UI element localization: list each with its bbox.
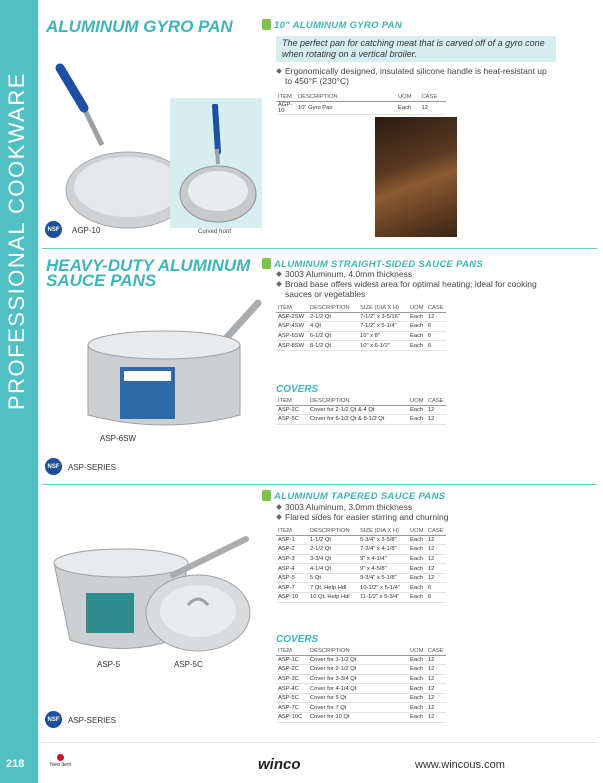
- cell: Each: [408, 665, 426, 675]
- cell: 12: [426, 573, 446, 583]
- bag-icon: [262, 490, 271, 501]
- tapered-pan-image: [48, 535, 258, 660]
- col-header: ITEM: [276, 397, 308, 405]
- cell: 5-3/4" x 3-5/8": [358, 535, 408, 545]
- nsf-badge: NSF: [45, 458, 62, 475]
- cell: ASP-6SW: [276, 331, 308, 341]
- col-header: UOM: [396, 93, 419, 101]
- cell: 12: [426, 554, 446, 564]
- table-row: [276, 341, 446, 351]
- list-item: 3003 Aluminum, 4.0mm thickness: [276, 269, 556, 279]
- new-item-legend: [50, 754, 71, 768]
- cell: Each: [408, 693, 426, 703]
- cell: 10" Gyro Pan: [296, 101, 396, 114]
- cell: AGP-10: [276, 101, 296, 114]
- table-row: [276, 554, 446, 564]
- cell: ASP-8SW: [276, 341, 308, 351]
- nsf-badge: NSF: [45, 711, 62, 728]
- cell: Each: [408, 405, 426, 415]
- cell: 7-3/4" x 4-1/8": [358, 545, 408, 555]
- col-header: UOM: [408, 527, 426, 535]
- cell: 7 Qt, Help Hdl: [308, 583, 358, 593]
- page-number: 218: [6, 758, 25, 770]
- col-header: ITEM: [276, 304, 308, 312]
- sidebar-label: PROFESSIONAL COOKWARE: [4, 72, 29, 410]
- col-header: CASE: [426, 647, 446, 655]
- table-row: [276, 101, 446, 114]
- tapered-pan-label: ASP-5: [97, 660, 121, 669]
- cell: 6: [426, 593, 446, 603]
- cell: Each: [396, 101, 419, 114]
- table-row: [276, 573, 446, 583]
- col-header: CASE: [426, 527, 446, 535]
- cell: 12: [426, 415, 446, 425]
- cell: Cover for 10 Qt: [308, 713, 408, 723]
- cell: ASP-4SW: [276, 322, 308, 332]
- gyro-bullets: [276, 66, 556, 86]
- cell: ASP-2C: [276, 405, 308, 415]
- new-item-dot-icon: [57, 754, 64, 761]
- cell: 3-3/4 Qt: [308, 554, 358, 564]
- cell: Each: [408, 674, 426, 684]
- col-header: UOM: [408, 647, 426, 655]
- col-header: ITEM: [276, 527, 308, 535]
- sauce-bullets: [276, 269, 556, 299]
- table-row: [276, 312, 446, 322]
- table-row: [276, 583, 446, 593]
- tapered-model: ASP-SERIES: [68, 716, 117, 725]
- table-row: [276, 674, 446, 684]
- footer-url[interactable]: www.wincous.com: [415, 759, 505, 771]
- cell: 4-1/4 Qt: [308, 564, 358, 574]
- cell: 12: [426, 535, 446, 545]
- cell: 12: [426, 564, 446, 574]
- table-row: [276, 322, 446, 332]
- list-item: 3003 Aluminum, 3.0mm thickness: [276, 502, 556, 512]
- cell: 9-3/4" x 5-1/8": [358, 573, 408, 583]
- cell: Cover for 2-1/2 Qt: [308, 665, 408, 675]
- cell: Cover for 5 Qt: [308, 693, 408, 703]
- cell: 6: [426, 331, 446, 341]
- cell: 8-1/2 Qt: [308, 341, 358, 351]
- tapered-table: [276, 527, 446, 603]
- table-row: [276, 665, 446, 675]
- gyro-table: [276, 93, 446, 115]
- cell: 7-1/2" x 3-5/16": [358, 312, 408, 322]
- sauce-model: ASP-SERIES: [68, 463, 117, 472]
- col-header: DESCRIPTION: [308, 397, 408, 405]
- list-item: Flared sides for easier stirring and churning: [276, 512, 556, 522]
- col-header: SIZE (DIA X H): [358, 527, 408, 535]
- cell: ASP-1C: [276, 655, 308, 665]
- cell: 12: [426, 312, 446, 322]
- cell: ASP-2: [276, 545, 308, 555]
- col-header: DESCRIPTION: [308, 527, 358, 535]
- cell: 1-1/2 Qt: [308, 535, 358, 545]
- sauce-table: [276, 304, 446, 351]
- tapered-product-title: [262, 490, 445, 502]
- cell: 11-1/2" x 5-3/4": [358, 593, 408, 603]
- cell: Each: [408, 312, 426, 322]
- cell: Each: [408, 545, 426, 555]
- cell: 5 Qt: [308, 573, 358, 583]
- cell: 12: [426, 703, 446, 713]
- footer-divider: [42, 742, 597, 743]
- gyro-section-title: ALUMINUM GYRO PAN: [46, 17, 233, 36]
- sauce-section-title-line1: HEAVY-DUTY ALUMINUM: [46, 256, 251, 275]
- cell: Each: [408, 535, 426, 545]
- tapered-bullets: [276, 502, 556, 522]
- col-header: ITEM: [276, 647, 308, 655]
- nsf-badge: NSF: [45, 221, 62, 238]
- cell: 2-1/2 Qt: [308, 312, 358, 322]
- col-header: UOM: [408, 304, 426, 312]
- cell: 10" x 6-1/2": [358, 341, 408, 351]
- table-row: [276, 545, 446, 555]
- cell: 12: [426, 405, 446, 415]
- tapered-covers-title: COVERS: [276, 634, 319, 645]
- cell: ASP-2C: [276, 665, 308, 675]
- table-row: [276, 564, 446, 574]
- cell: 12: [419, 101, 446, 114]
- col-header: ITEM: [276, 93, 296, 101]
- col-header: DESCRIPTION: [296, 93, 396, 101]
- sauce-covers-table: [276, 397, 446, 425]
- table-row: [276, 405, 446, 415]
- cell: Cover for 6-1/2 Qt & 8-1/2 Qt: [308, 415, 408, 425]
- sauce-image-label: ASP-6SW: [100, 434, 137, 443]
- cell: 6: [426, 322, 446, 332]
- table-row: [276, 415, 446, 425]
- col-header: CASE: [419, 93, 446, 101]
- table-row: [276, 535, 446, 545]
- cell: Each: [408, 684, 426, 694]
- table-row: [276, 713, 446, 723]
- cell: 12: [426, 655, 446, 665]
- cell: ASP-7: [276, 583, 308, 593]
- table-row: [276, 693, 446, 703]
- cell: 12: [426, 674, 446, 684]
- cell: Cover for 1-1/2 Qt: [308, 655, 408, 665]
- table-row: [276, 703, 446, 713]
- gyro-photo: [375, 117, 457, 237]
- new-item-label: New Item: [50, 762, 72, 768]
- cell: ASP-3C: [276, 674, 308, 684]
- cell: Each: [408, 331, 426, 341]
- cell: 12: [426, 545, 446, 555]
- cell: Cover for 4-1/4 Qt: [308, 684, 408, 694]
- cell: 4 Qt: [308, 322, 358, 332]
- col-header: UOM: [408, 397, 426, 405]
- cell: 9" x 4-1/4": [358, 554, 408, 564]
- col-header: DESCRIPTION: [308, 647, 408, 655]
- cell: 6-1/2 Qt: [308, 331, 358, 341]
- gyro-curved-front-image: [175, 104, 260, 224]
- cell: 10 Qt, Help Hdl: [308, 593, 358, 603]
- cell: 2-1/2 Qt: [308, 545, 358, 555]
- cell: Cover for 3-3/4 Qt: [308, 674, 408, 684]
- table-row: [276, 684, 446, 694]
- cell: 12: [426, 665, 446, 675]
- cell: 10" x 8": [358, 331, 408, 341]
- cell: Each: [408, 564, 426, 574]
- cell: Each: [408, 341, 426, 351]
- gyro-tagline: The perfect pan for catching meat that is carved off of a gyro cone when rotating on a vertical broiler.: [276, 36, 556, 62]
- col-header: DESCRIPTION: [308, 304, 358, 312]
- cell: ASP-4C: [276, 684, 308, 694]
- cell: 10-1/2" x 5-1/4": [358, 583, 408, 593]
- cell: Each: [408, 655, 426, 665]
- cell: Cover for 2-1/2 Qt & 4 Qt: [308, 405, 408, 415]
- cell: 6: [426, 583, 446, 593]
- cell: Each: [408, 322, 426, 332]
- bag-icon: [262, 258, 271, 269]
- cell: ASP-3: [276, 554, 308, 564]
- bag-icon: [262, 19, 271, 30]
- tapered-cover-label: ASP-5C: [174, 660, 203, 669]
- cell: 12: [426, 713, 446, 723]
- col-header: CASE: [426, 304, 446, 312]
- gyro-product-title: [262, 19, 402, 31]
- table-row: [276, 593, 446, 603]
- cell: 6: [426, 341, 446, 351]
- cell: ASP-5: [276, 573, 308, 583]
- cell: Each: [408, 703, 426, 713]
- cell: ASP-7C: [276, 703, 308, 713]
- cell: 9" x 4-5/8": [358, 564, 408, 574]
- sauce-section-title-line2: SAUCE PANS: [46, 271, 157, 290]
- cell: ASP-10C: [276, 713, 308, 723]
- cell: ASP-2SW: [276, 312, 308, 322]
- winco-logo: winco: [258, 756, 301, 773]
- cell: Each: [408, 573, 426, 583]
- inset-caption: Curved front: [198, 229, 232, 235]
- cell: Cover for 7 Qt: [308, 703, 408, 713]
- sauce-covers-title: COVERS: [276, 384, 319, 395]
- cell: Each: [408, 583, 426, 593]
- gyro-product-title-text: 10" ALUMINUM GYRO PAN: [274, 20, 402, 31]
- section-divider: [42, 248, 597, 249]
- cell: 7-1/2" x 5-1/4": [358, 322, 408, 332]
- list-item: Broad base offers widest area for optimal heating; ideal for cooking sauces or vegetables: [276, 279, 556, 299]
- list-item: Ergonomically designed, insulated silicone handle is heat-resistant up to 450°F (230°C): [276, 66, 556, 86]
- cell: ASP-5C: [276, 693, 308, 703]
- cell: ASP-4: [276, 564, 308, 574]
- cell: ASP-5C: [276, 415, 308, 425]
- cell: Each: [408, 415, 426, 425]
- cell: Each: [408, 593, 426, 603]
- cell: Each: [408, 713, 426, 723]
- tapered-covers-table: [276, 647, 446, 723]
- sauce-product-title-text: ALUMINUM STRAIGHT-SIDED SAUCE PANS: [274, 259, 483, 270]
- tapered-product-title-text: ALUMINUM TAPERED SAUCE PANS: [274, 491, 446, 502]
- cell: ASP-1: [276, 535, 308, 545]
- cell: 12: [426, 693, 446, 703]
- col-header: CASE: [426, 397, 446, 405]
- table-row: [276, 655, 446, 665]
- sauce-pan-image: [80, 295, 270, 435]
- col-header: SIZE (DIA X H): [358, 304, 408, 312]
- cell: 12: [426, 684, 446, 694]
- section-divider: [42, 484, 597, 485]
- cell: ASP-10: [276, 593, 308, 603]
- gyro-model: AGP-10: [72, 226, 101, 235]
- table-row: [276, 331, 446, 341]
- cell: Each: [408, 554, 426, 564]
